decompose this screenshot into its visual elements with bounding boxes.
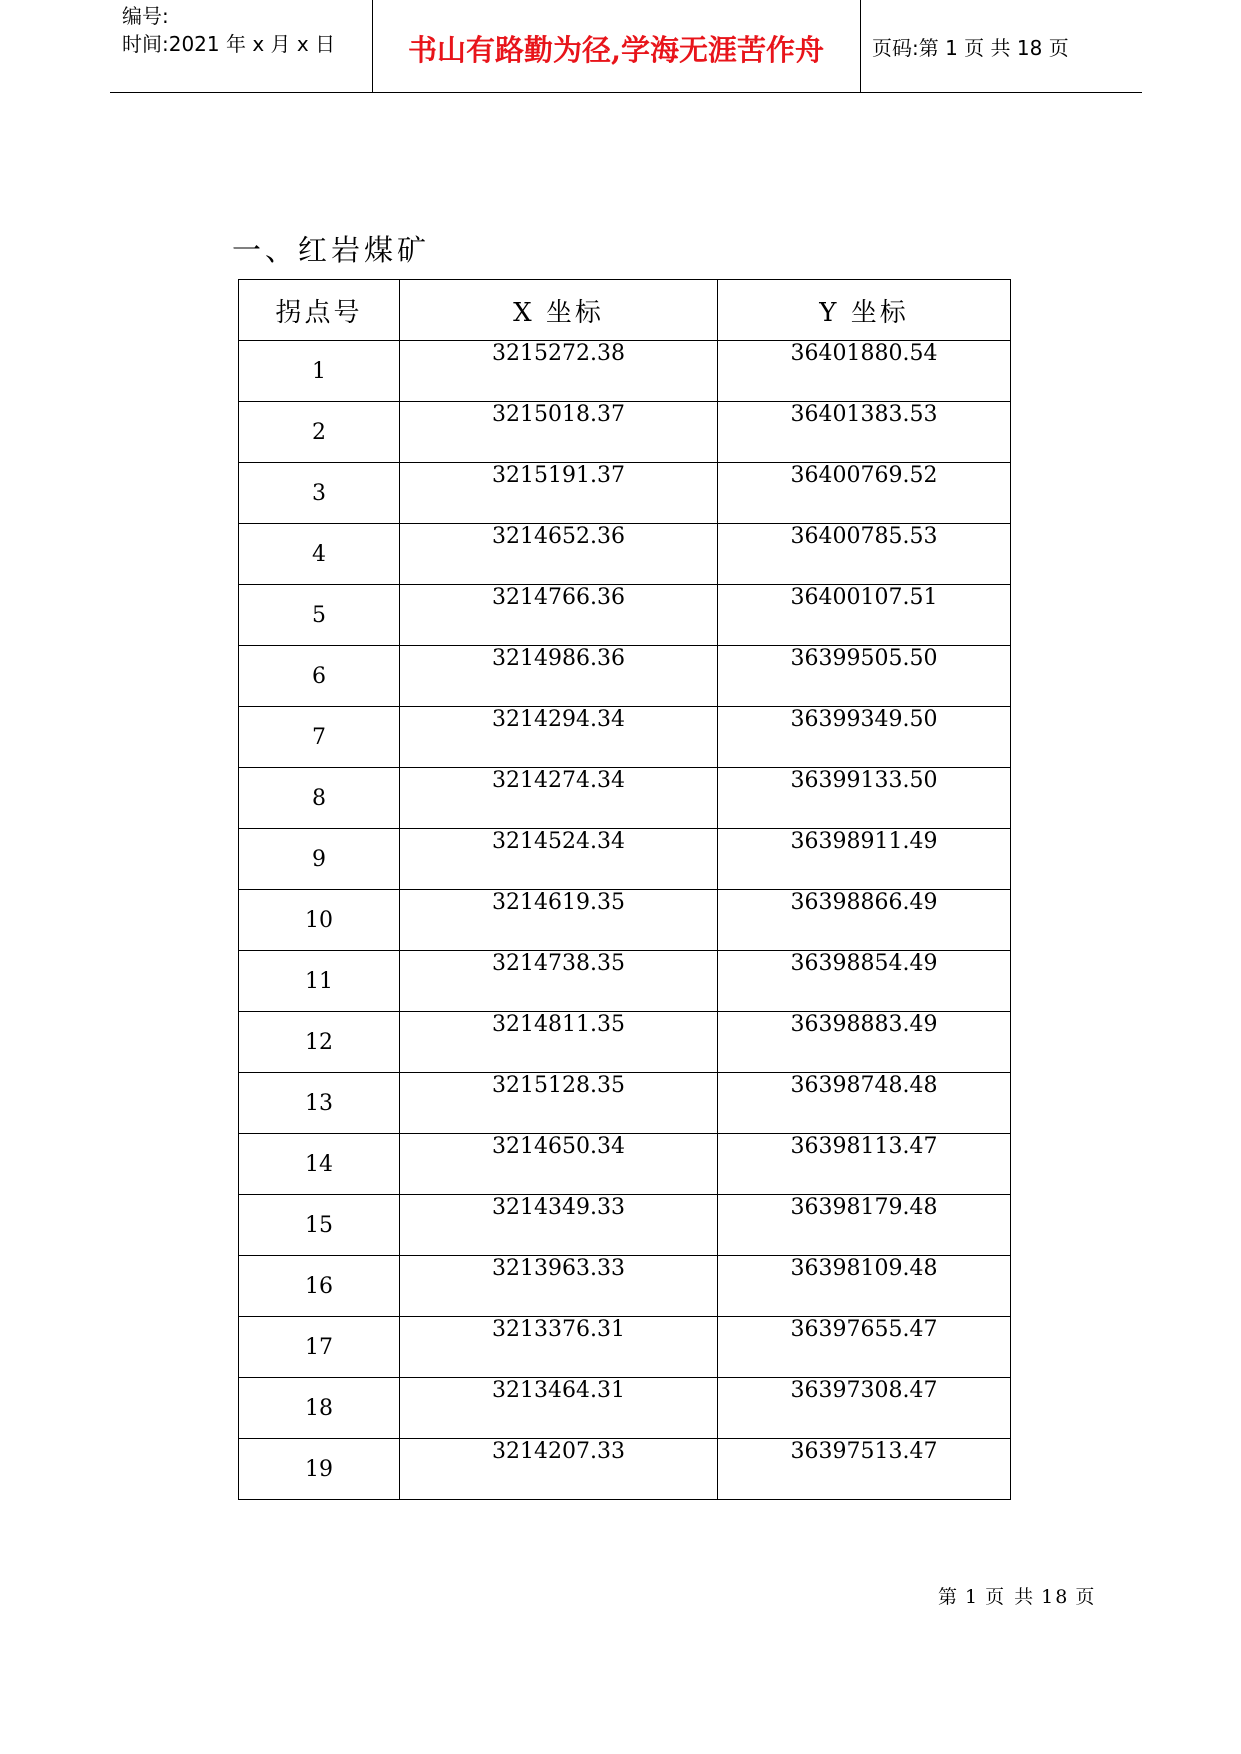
table-row [239,707,1011,768]
x-coordinate-cell: 3214274.34 [400,768,718,829]
y-coordinate-cell: 36401880.54 [718,341,1011,402]
table-body [239,341,1011,1500]
table-row [239,951,1011,1012]
y-coordinate-cell: 36398883.49 [718,1012,1011,1073]
point-number-cell: 4 [239,524,400,585]
point-number-cell: 19 [239,1439,400,1500]
point-number-cell: 14 [239,1134,400,1195]
table-row [239,463,1011,524]
table-row [239,1134,1011,1195]
page-header [110,0,1142,93]
point-number-cell: 8 [239,768,400,829]
y-coordinate-cell: 36399349.50 [718,707,1011,768]
header-page-cell [860,0,1142,92]
point-number-cell: 11 [239,951,400,1012]
y-coordinate-cell: 36398179.48 [718,1195,1011,1256]
point-number-cell: 18 [239,1378,400,1439]
y-coordinate-cell: 36398113.47 [718,1134,1011,1195]
point-number-cell: 9 [239,829,400,890]
table-row [239,1317,1011,1378]
table-row [239,890,1011,951]
y-coordinate-cell: 36398911.49 [718,829,1011,890]
point-number-cell: 1 [239,341,400,402]
table-row [239,585,1011,646]
point-number-cell: 2 [239,402,400,463]
point-number-cell: 10 [239,890,400,951]
x-coordinate-cell: 3214207.33 [400,1439,718,1500]
y-coordinate-cell: 36397513.47 [718,1439,1011,1500]
x-coordinate-cell: 3213376.31 [400,1317,718,1378]
column-header-point: 拐点号 [239,280,400,341]
point-number-cell: 5 [239,585,400,646]
y-coordinate-cell: 36398748.48 [718,1073,1011,1134]
table-row [239,768,1011,829]
table-header-row [239,280,1011,341]
section-title: 一、红岩煤矿 [232,233,431,267]
point-number-cell: 17 [239,1317,400,1378]
x-coordinate-cell: 3215191.37 [400,463,718,524]
point-number-cell: 7 [239,707,400,768]
table-row [239,1073,1011,1134]
y-coordinate-cell: 36399505.50 [718,646,1011,707]
point-number-cell: 12 [239,1012,400,1073]
coordinates-table [238,279,1011,1500]
x-coordinate-cell: 3214650.34 [400,1134,718,1195]
header-motto-cell [372,0,861,92]
y-coordinate-cell: 36400769.52 [718,463,1011,524]
footer-middle: 页 共 [985,1586,1036,1608]
x-coordinate-cell: 3213963.33 [400,1256,718,1317]
header-motto: 书山有路勤为径,学海无涯苦作舟 [407,33,825,67]
footer-prefix: 第 [938,1586,960,1608]
table-row [239,1256,1011,1317]
y-coordinate-cell: 36398109.48 [718,1256,1011,1317]
x-coordinate-cell: 3214349.33 [400,1195,718,1256]
footer-page-number: 1 [965,1586,980,1608]
y-coordinate-cell: 36398854.49 [718,951,1011,1012]
table-row [239,402,1011,463]
table-row [239,829,1011,890]
document-date-label: 时间:2021 年 x 月 x 日 [122,32,336,56]
header-page-label: 页码:第 1 页 共 18 页 [872,36,1069,60]
y-coordinate-cell: 36397308.47 [718,1378,1011,1439]
y-coordinate-cell: 36400785.53 [718,524,1011,585]
x-coordinate-cell: 3215272.38 [400,341,718,402]
point-number-cell: 13 [239,1073,400,1134]
table-row [239,1439,1011,1500]
x-coordinate-cell: 3214738.35 [400,951,718,1012]
y-coordinate-cell: 36400107.51 [718,585,1011,646]
point-number-cell: 6 [239,646,400,707]
document-number-label: 编号: [122,4,169,28]
x-coordinate-cell: 3213464.31 [400,1378,718,1439]
page-footer [935,1582,1099,1609]
x-coordinate-cell: 3214619.35 [400,890,718,951]
footer-suffix: 页 [1075,1586,1097,1608]
x-coordinate-cell: 3214986.36 [400,646,718,707]
y-coordinate-cell: 36401383.53 [718,402,1011,463]
x-coordinate-cell: 3214811.35 [400,1012,718,1073]
point-number-cell: 16 [239,1256,400,1317]
x-coordinate-cell: 3215018.37 [400,402,718,463]
point-number-cell: 3 [239,463,400,524]
table-row [239,1378,1011,1439]
x-coordinate-cell: 3214766.36 [400,585,718,646]
table-row [239,646,1011,707]
column-header-y: Y 坐标 [718,280,1011,341]
y-coordinate-cell: 36397655.47 [718,1317,1011,1378]
table-row [239,1195,1011,1256]
header-meta-cell [110,0,373,92]
column-header-x: X 坐标 [400,280,718,341]
point-number-cell: 15 [239,1195,400,1256]
table-row [239,1012,1011,1073]
table-row [239,524,1011,585]
table-row [239,341,1011,402]
x-coordinate-cell: 3214652.36 [400,524,718,585]
x-coordinate-cell: 3214294.34 [400,707,718,768]
x-coordinate-cell: 3214524.34 [400,829,718,890]
y-coordinate-cell: 36399133.50 [718,768,1011,829]
footer-total-pages: 18 [1041,1586,1070,1608]
x-coordinate-cell: 3215128.35 [400,1073,718,1134]
y-coordinate-cell: 36398866.49 [718,890,1011,951]
